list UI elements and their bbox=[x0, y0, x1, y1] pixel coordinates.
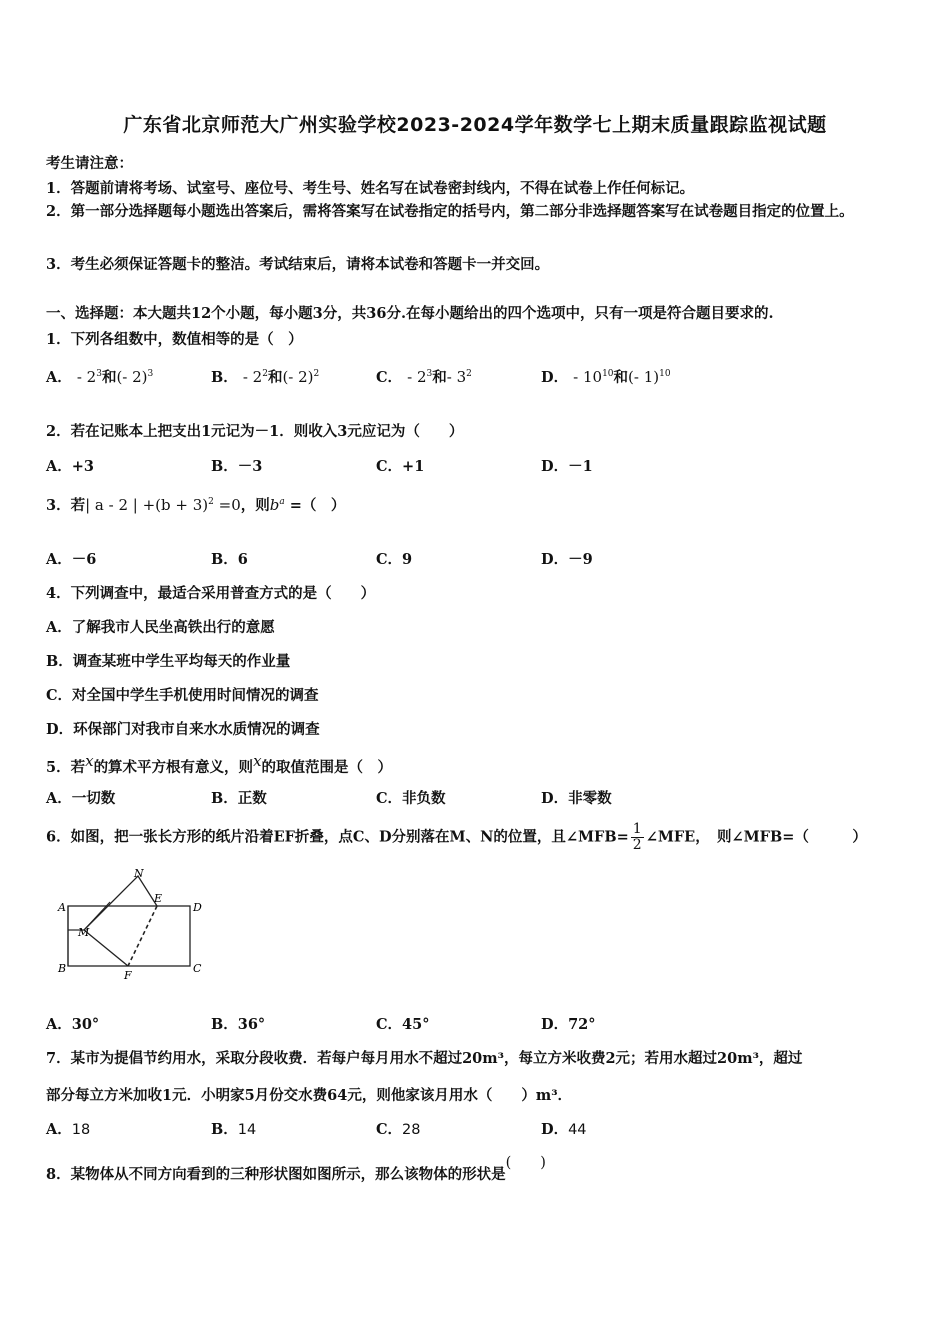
q4-option-d[interactable]: D．环保部门对我市自来水水质情况的调查 bbox=[46, 721, 320, 738]
q4-option-c[interactable]: C．对全国中学生手机使用时间情况的调查 bbox=[46, 687, 319, 704]
q2-stem: 2．若在记账本上把支出1元记为－1．则收入3元应记为（ ） bbox=[46, 423, 464, 440]
crease-ef bbox=[128, 906, 157, 966]
q7-option-c[interactable]: C．28 bbox=[376, 1121, 421, 1138]
q2-option-c[interactable]: C．+1 bbox=[376, 458, 425, 475]
q7-option-a[interactable]: A．18 bbox=[46, 1121, 91, 1138]
q6-option-d[interactable]: D．72° bbox=[541, 1016, 596, 1033]
page-title: 广东省北京师范大广州实验学校2023-2024学年数学七上期末质量跟踪监视试题 bbox=[123, 114, 827, 136]
q2-option-d[interactable]: D．－1 bbox=[541, 458, 593, 475]
label-b: B bbox=[58, 962, 67, 975]
label-d: D bbox=[193, 901, 202, 914]
q3-option-b[interactable]: B．6 bbox=[211, 551, 248, 568]
section-heading: 一、选择题：本大题共12个小题，每小题3分，共36分.在每小题给出的四个选项中，只有一项是符合题目要求的. bbox=[46, 305, 774, 322]
q4-stem: 4．下列调查中，最适合采用普查方式的是（ ） bbox=[46, 585, 376, 602]
q3-stem: 3．若| a - 2 | $+(b + 3)^2 =0$，则$b^a$ =（ ） bbox=[46, 496, 346, 514]
segment-mf bbox=[84, 930, 128, 966]
q6-option-c[interactable]: C．45° bbox=[376, 1016, 430, 1033]
q6-stem: 6．如图，把一张长方形的纸片沿着EF折叠，点C、D分别落在M、N的位置，且∠MFB= $\frac{1}{2}$ ∠MFE， 则∠MFB=（ ） bbox=[46, 821, 867, 853]
q7-option-b[interactable]: B．14 bbox=[211, 1121, 257, 1138]
label-e: E bbox=[154, 892, 163, 905]
q6-option-a[interactable]: A．30° bbox=[46, 1016, 100, 1033]
q3-option-c[interactable]: C．9 bbox=[376, 551, 413, 568]
q6-option-b[interactable]: B．36° bbox=[211, 1016, 266, 1033]
q2-option-b[interactable]: B．－3 bbox=[211, 458, 263, 475]
q7-option-d[interactable]: D．44 bbox=[541, 1121, 587, 1138]
q8-stem: 8．某物体从不同方向看到的三种形状图如图所示，那么该物体的形状是( ) bbox=[46, 1155, 546, 1183]
q7-stem-line1: 7．某市为提倡节约用水，采取分段收费．若每户每月用水不超过20m³，每立方米收费2元；若用水超过20m³，超过 bbox=[46, 1050, 803, 1067]
q4-option-b[interactable]: B．调查某班中学生平均每天的作业量 bbox=[46, 653, 291, 670]
q3-option-d[interactable]: D．－9 bbox=[541, 551, 593, 568]
q5-option-a[interactable]: A．一切数 bbox=[46, 790, 116, 807]
q6-figure bbox=[50, 868, 210, 980]
q3-equation: | a - 2 | $+(b + 3)^2 =0$ bbox=[85, 496, 241, 514]
q4-option-a[interactable]: A．了解我市人民坐高铁出行的意愿 bbox=[46, 619, 275, 636]
q1-option-d[interactable]: D． - $10^{10}$和(- 1)$^{10}$ bbox=[541, 368, 671, 386]
q6-fraction: $\frac{1}{2}$ bbox=[632, 821, 642, 853]
notice-item-1: 1．答题前请将考场、试室号、座位号、考生号、姓名写在试卷密封线内，不得在试卷上作任何标记。 bbox=[46, 180, 695, 197]
folded-edge-mne bbox=[84, 876, 157, 930]
q7-stem-line2: 部分每立方米加收1元．小明家5月份交水费64元，则他家该月用水（ ）m³． bbox=[46, 1087, 573, 1104]
q1-option-c[interactable]: C． - $2^3$和- $3^2$ bbox=[376, 368, 472, 386]
label-m: M bbox=[78, 926, 90, 939]
notice-heading: 考生请注意： bbox=[46, 155, 133, 172]
notice-item-2: 2．第一部分选择题每小题选出答案后，需将答案写在试卷指定的括号内，第二部分非选择题答案写在试卷题目指定的位置上。 bbox=[46, 203, 854, 220]
q2-option-a[interactable]: A．+3 bbox=[46, 458, 94, 475]
label-n: N bbox=[134, 868, 144, 880]
label-f: F bbox=[124, 969, 132, 980]
q1-option-a[interactable]: A． - $2^3$和(- 2)$^3$ bbox=[46, 368, 154, 386]
label-a: A bbox=[58, 901, 66, 914]
q1-option-b[interactable]: B． - $2^2$和(- 2)$^2$ bbox=[211, 368, 320, 386]
label-c: C bbox=[193, 962, 202, 975]
notice-item-3: 3．考生必须保证答题卡的整洁。考试结束后，请将本试卷和答题卡一并交回。 bbox=[46, 256, 550, 273]
q1-stem: 1．下列各组数中，数值相等的是（ ） bbox=[46, 331, 303, 348]
q5-stem: 5．若$^x$的算术平方根有意义，则$^x$的取值范围是（ ） bbox=[46, 752, 393, 776]
q5-option-d[interactable]: D．非零数 bbox=[541, 790, 612, 807]
q5-option-b[interactable]: B．正数 bbox=[211, 790, 267, 807]
q5-option-c[interactable]: C．非负数 bbox=[376, 790, 446, 807]
q3-option-a[interactable]: A．－6 bbox=[46, 551, 97, 568]
